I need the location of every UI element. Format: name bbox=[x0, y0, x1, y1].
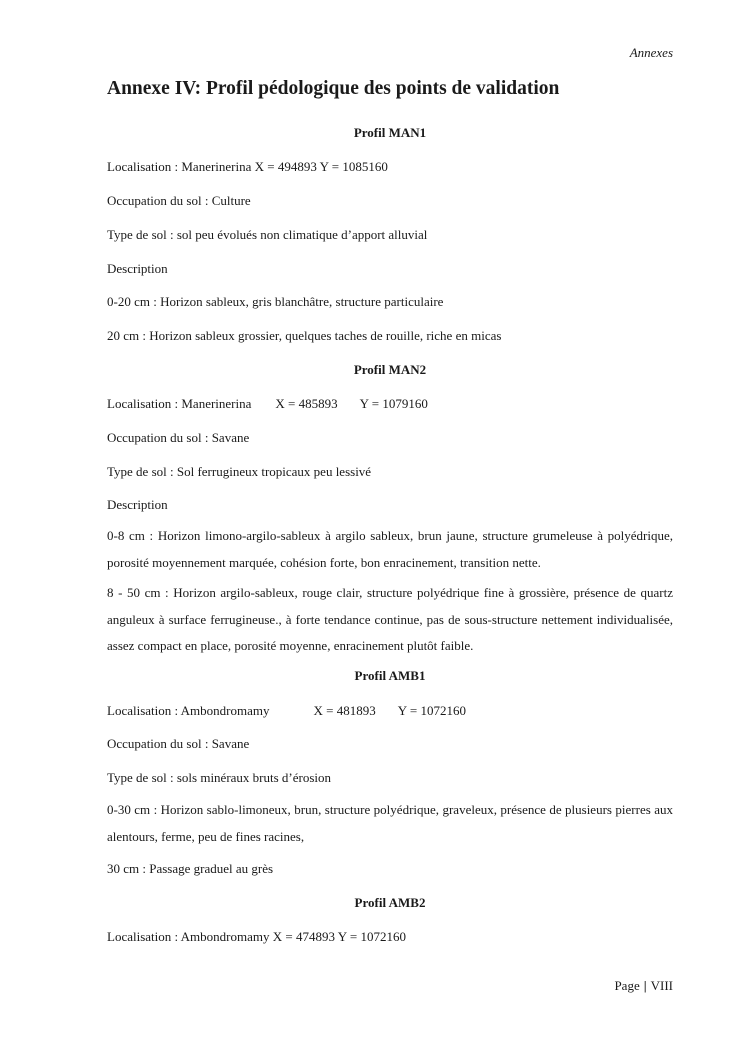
footer-separator: | bbox=[643, 978, 647, 993]
man2-description-label: Description bbox=[107, 497, 168, 512]
footer-page-label: Page bbox=[614, 978, 640, 993]
amb1-occupation: Occupation du sol : Savane bbox=[107, 736, 250, 751]
man2-localisation-label: Localisation : Manerinerina bbox=[107, 396, 252, 411]
man1-localisation: Localisation : Manerinerina X = 494893 Y = 1085160 bbox=[107, 159, 388, 174]
amb2-localisation: Localisation : Ambondromamy X = 474893 Y = 1072160 bbox=[107, 929, 406, 944]
running-header: Annexes bbox=[629, 45, 673, 60]
man2-x-coordinate: X = 485893 bbox=[275, 396, 338, 411]
man2-localisation bbox=[107, 396, 673, 412]
man1-horizon-1: 0-20 cm : Horizon sableux, gris blanchâtre, structure particulaire bbox=[107, 294, 444, 309]
profile-heading-man2: Profil MAN2 bbox=[353, 362, 427, 377]
man1-occupation: Occupation du sol : Culture bbox=[107, 193, 251, 208]
footer-page-number: VIII bbox=[650, 978, 673, 993]
man1-soil-type: Type de sol : sol peu évolués non climatique d’apport alluvial bbox=[107, 227, 428, 242]
amb1-horizon-2: 30 cm : Passage graduel au grès bbox=[107, 861, 274, 876]
man2-horizon-1: 0-8 cm : Horizon limono-argilo-sableux à argilo sableux, brun jaune, structure grumeleuse à polyédrique, porosité moyennement marquée, cohésion forte, bon enracinement, transition nette. bbox=[107, 528, 673, 570]
page-title: Annexe IV: Profil pédologique des points de validation bbox=[107, 78, 560, 99]
amb1-soil-type: Type de sol : sols minéraux bruts d’érosion bbox=[107, 770, 332, 785]
amb1-localisation bbox=[107, 703, 673, 719]
profile-heading-amb1: Profil AMB1 bbox=[354, 668, 426, 683]
amb1-horizon-1: 0-30 cm : Horizon sablo-limoneux, brun, structure polyédrique, graveleux, présence de plusieurs pierres aux alentours, ferme, peu de fines racines, bbox=[107, 802, 673, 844]
man2-horizon-2: 8 - 50 cm : Horizon argilo-sableux, rouge clair, structure polyédrique fine à grossière, présence de quartz anguleux à surface ferrugineuse., à forte tendance continue, pas de sous-structure nettement individualisée, assez compact en place, porosité moyenne, enracinement plutôt faible. bbox=[107, 585, 673, 653]
man2-soil-type: Type de sol : Sol ferrugineux tropicaux peu lessivé bbox=[107, 464, 372, 479]
amb1-x-coordinate: X = 481893 bbox=[313, 703, 376, 718]
profile-heading-man1: Profil MAN1 bbox=[353, 125, 427, 140]
page-footer bbox=[614, 978, 673, 994]
amb1-y-coordinate: Y = 1072160 bbox=[397, 703, 466, 718]
man1-horizon-2: 20 cm : Horizon sableux grossier, quelques taches de rouille, riche en micas bbox=[107, 328, 502, 343]
man1-description-label: Description bbox=[107, 261, 168, 276]
man2-occupation: Occupation du sol : Savane bbox=[107, 430, 250, 445]
man2-y-coordinate: Y = 1079160 bbox=[359, 396, 428, 411]
profile-heading-amb2: Profil AMB2 bbox=[354, 895, 426, 910]
amb1-localisation-label: Localisation : Ambondromamy bbox=[107, 703, 270, 718]
